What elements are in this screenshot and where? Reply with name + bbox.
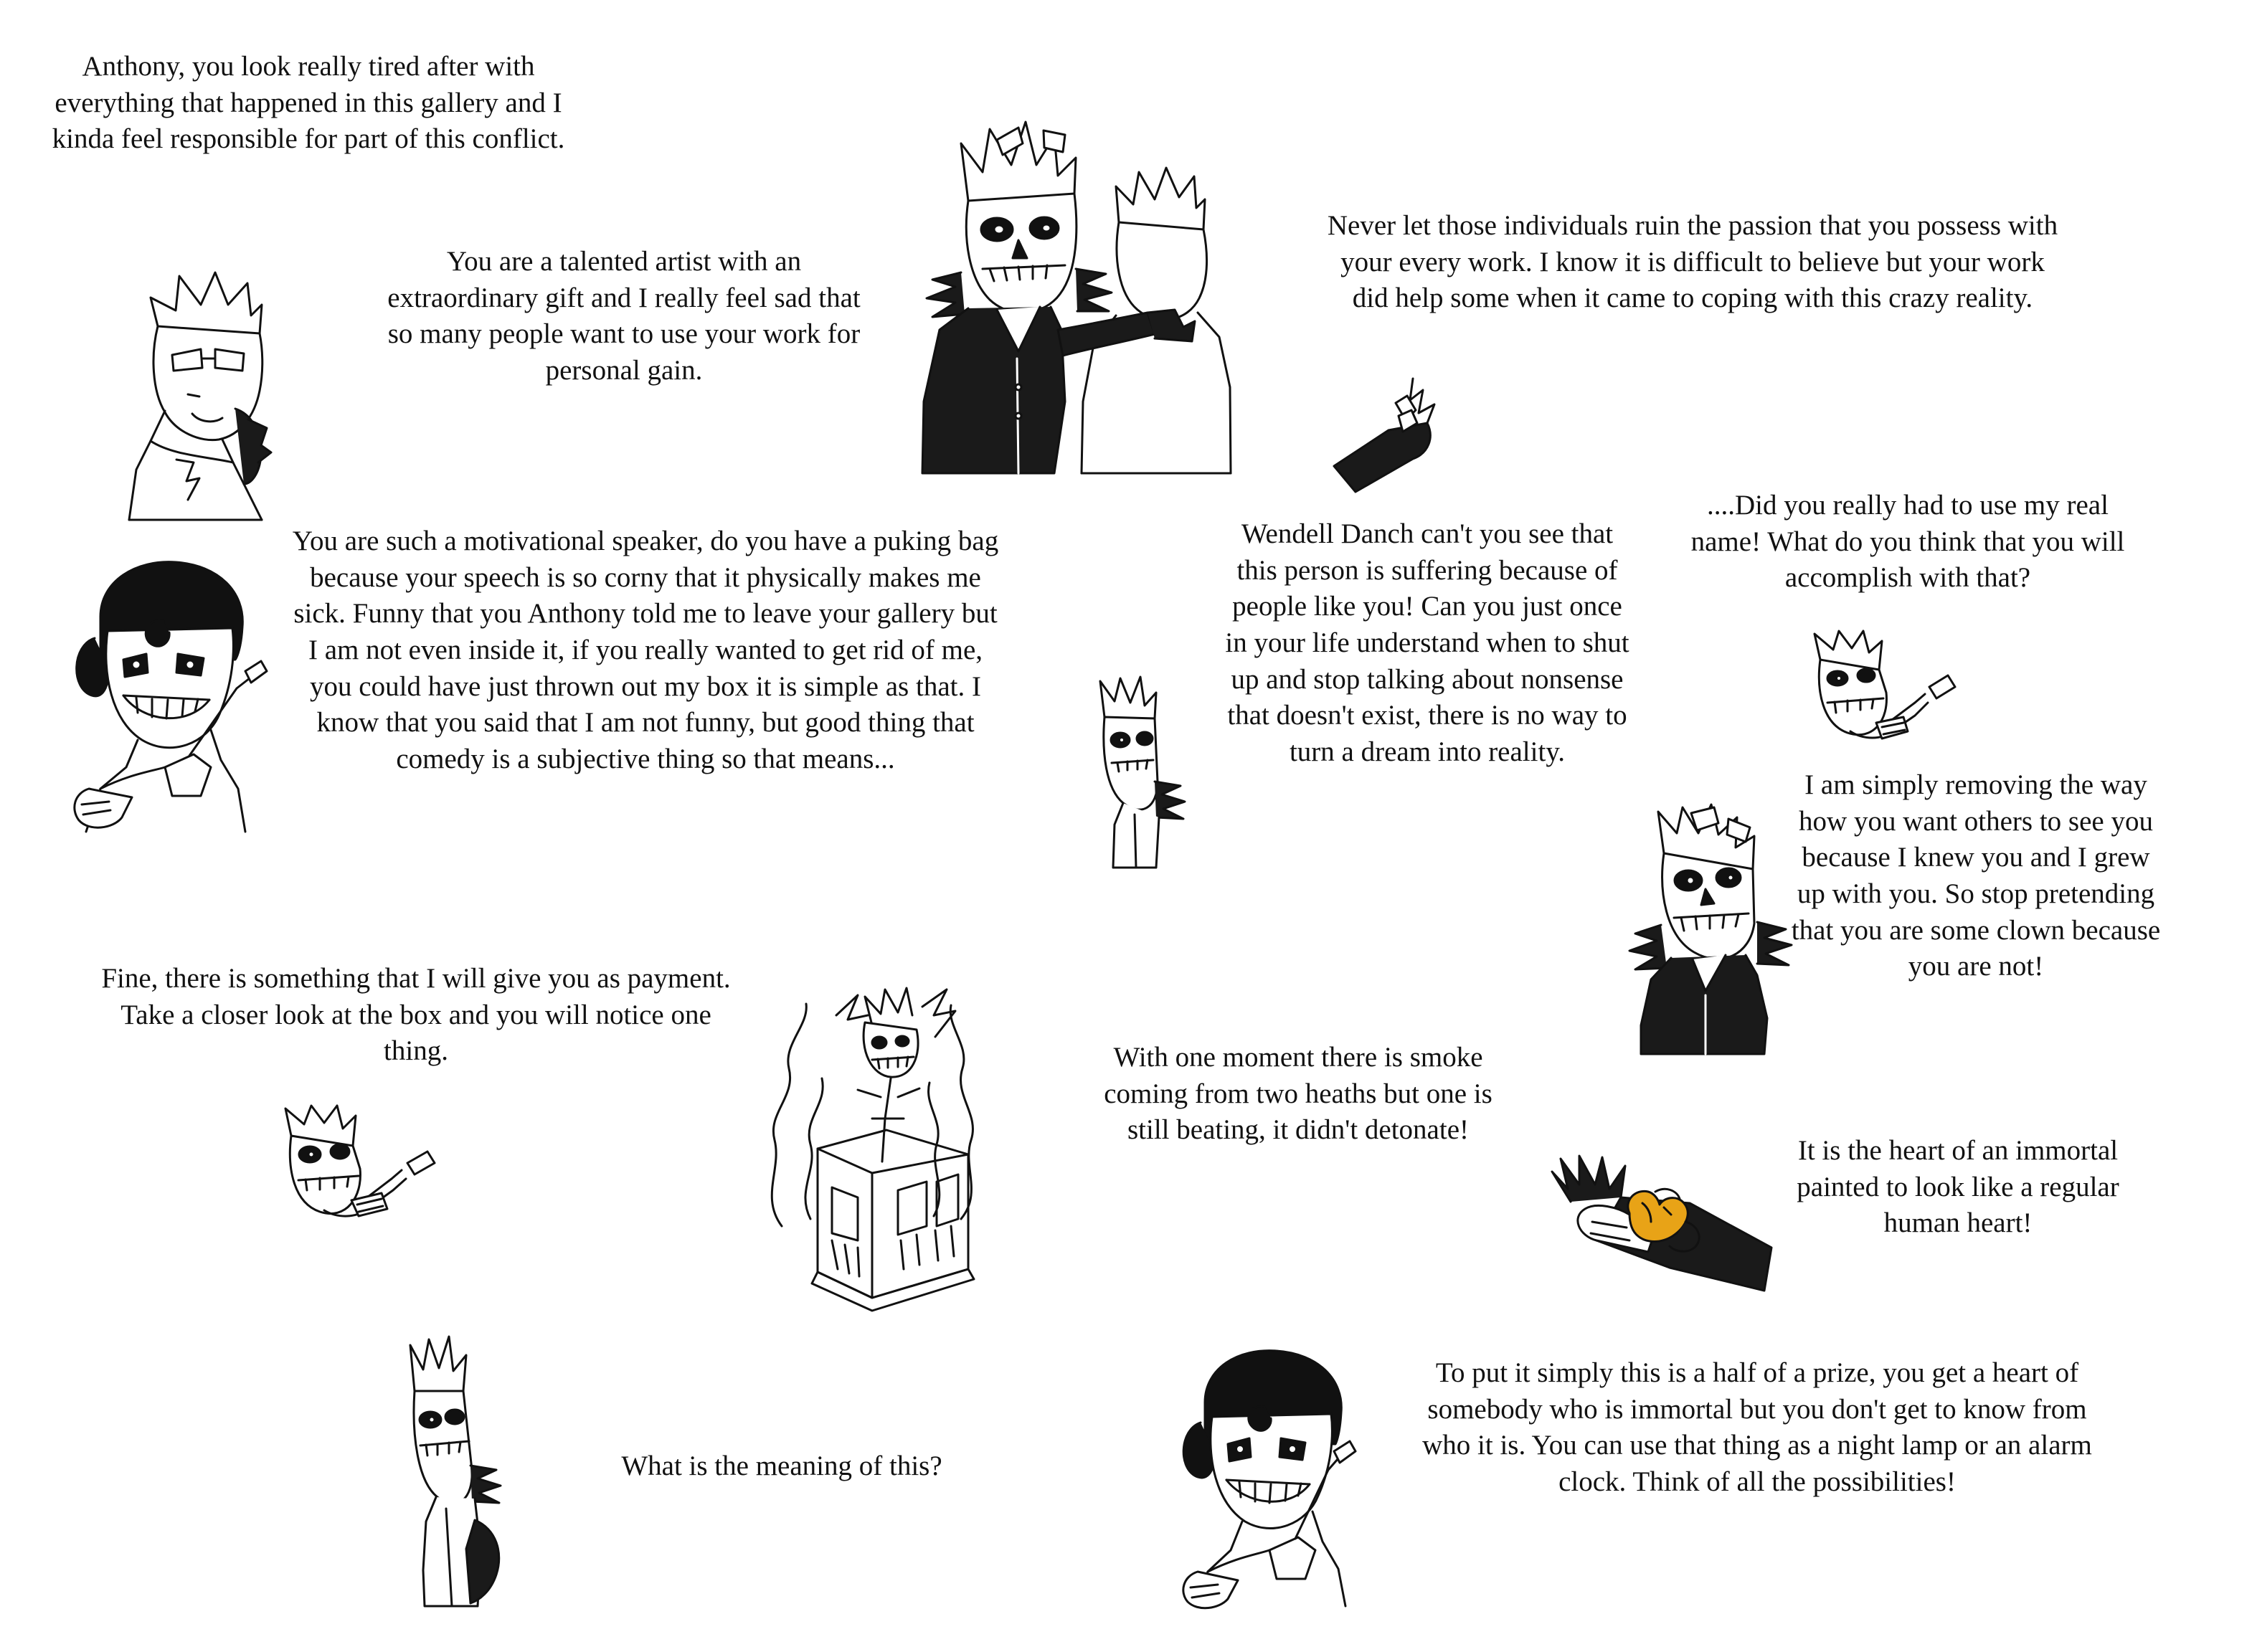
speech-text-meaning: What is the meaning of this?: [621, 1451, 942, 1481]
masked-jester-bust-illustration: [1614, 803, 1815, 1054]
hand-holding-heart-illustration: [1549, 1147, 1786, 1305]
speech-text-never: Never let those individuals ruin the passion that you possess with your every work. I know it is difficult to believe but your work did help some when it came to coping with this crazy reality.: [1327, 210, 2058, 314]
pointing-hand-illustration: [1327, 366, 1470, 509]
jester-bottom-illustration: [1176, 1341, 1391, 1606]
speech-text-prize: To put it simply this is a half of a prize, you get a heart of somebody who is immortal but you don't get to know from who it is. You can use that thing as a night lamp or an alarm clock. Think of all the possibilities!: [1422, 1357, 2092, 1498]
anthony-character-illustration: [108, 247, 316, 520]
masked-head-with-cane-illustration: [1807, 631, 2022, 774]
speech-text-removing: I am simply removing the way how you want others to see you because I knew you and I grew up with you. So stop pretending that you are some clown because you are not!: [1791, 769, 2161, 982]
masked-head-with-cane-lower-illustration: [280, 1104, 502, 1248]
speech-text-smoke: With one moment there is smoke coming from two heaths but one is still beating, it didn't detonate!: [1104, 1042, 1492, 1146]
speech-text-motivational: You are such a motivational speaker, do you have a puking bag because your speech is so corny that it physically makes me sick. Funny that you Anthony told me to leave your gallery but I am not even inside it, if you really wanted to get rid of me, you could have just thrown out my box it is simple as that. I know that you said that I am not funny, but good thing that comedy is a subjective thing so that means...: [292, 526, 999, 775]
speech-text-talented: You are a talented artist with an extraordinary gift and I really feel sad that so many people want to use your work for personal gain.: [387, 246, 861, 386]
small-masked-figure-illustration: [1076, 674, 1205, 868]
masked-jester-and-anthony-illustration: [911, 115, 1284, 488]
speech-text-real-name: ....Did you really had to use my real name! What do you think that you will accomplish with that?: [1690, 490, 2125, 594]
masked-figure-bottom-illustration: [380, 1334, 531, 1606]
speech-text-heart: It is the heart of an immortal painted to look like a regular human heart!: [1797, 1135, 2119, 1239]
burning-box-illustration: [732, 982, 1018, 1341]
speech-text-fine: Fine, there is something that I will give you as payment. Take a closer look at the box and you will notice one thing.: [101, 963, 731, 1067]
jester-character-illustration: [57, 552, 294, 832]
speech-text-wendell-danch: Wendell Danch can't you see that this person is suffering because of people like you! Can you just once in your life understand when to shut up and stop talking about nonsense that doesn't exist, there is no way to turn a dream into reality.: [1225, 518, 1629, 768]
speech-text-intro: Anthony, you look really tired after with everything that happened in this gallery and I kinda feel responsible for part of this conflict.: [52, 51, 565, 155]
